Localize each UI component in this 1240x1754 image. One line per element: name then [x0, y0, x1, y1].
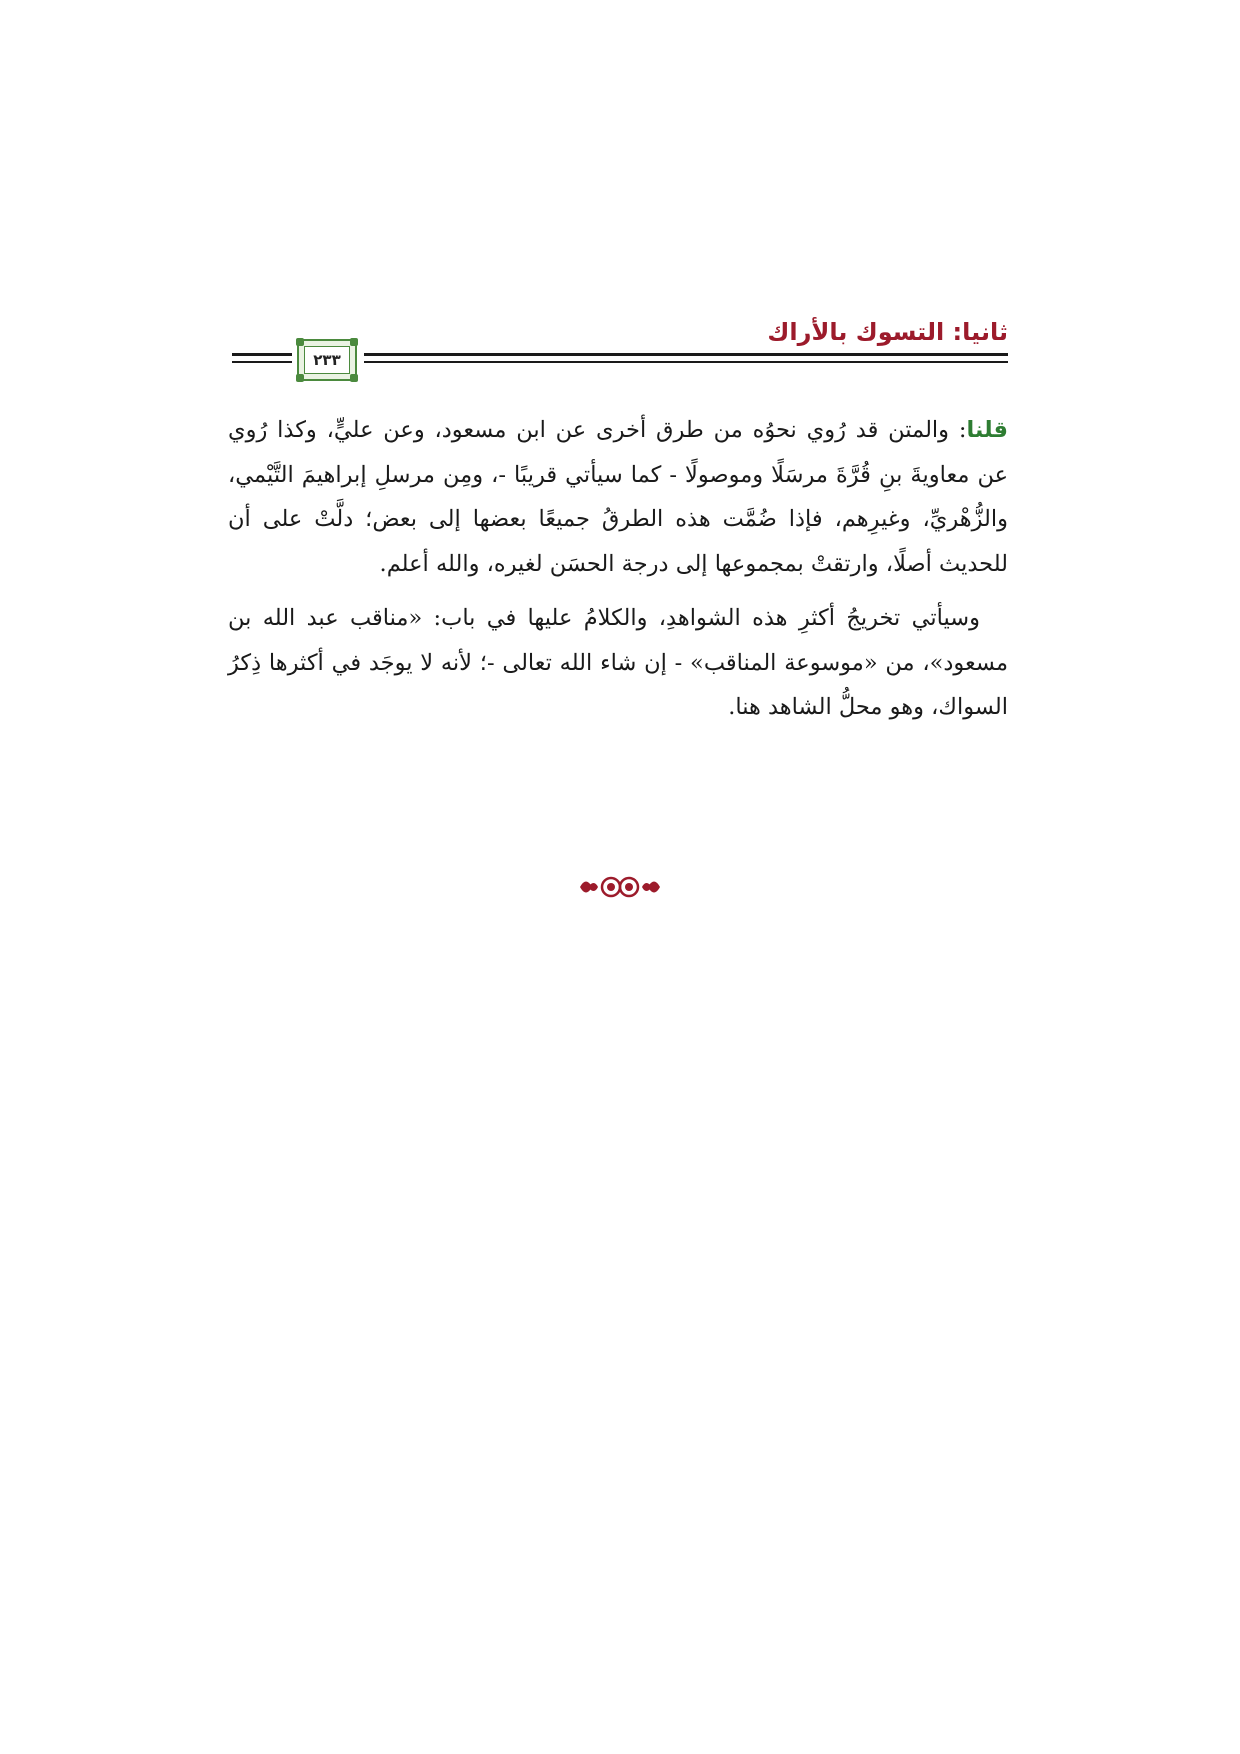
- page-number-badge: [297, 339, 357, 381]
- badge-corner-ornament: [350, 374, 358, 382]
- header-rule-left-bottom: [232, 361, 292, 363]
- floral-divider-icon: [576, 872, 664, 902]
- running-header-title: ثانيا: التسوك بالأراك: [767, 318, 1008, 346]
- header-rule-right-bottom: [364, 361, 1008, 363]
- main-text: [228, 408, 1008, 730]
- badge-corner-ornament: [350, 338, 358, 346]
- paragraph-1: [228, 408, 1008, 586]
- header-rule-left-top: [232, 353, 292, 356]
- paragraph-2: وسيأتي تخريجُ أكثرِ هذه الشواهدِ، والكلامُ عليها في باب: «مناقب عبد الله بن مسعود»، من «موسوعة المناقب» - إن شاء الله تعالى -؛ لأنه لا يوجَد في أكثرها ذِكرُ السواك، وهو محلُّ الشاهد هنا.: [228, 605, 1008, 720]
- paragraph-lead-word: قلنا: [966, 417, 1008, 443]
- page-number: ٢٣٣: [304, 346, 350, 374]
- badge-corner-ornament: [296, 374, 304, 382]
- header-rule-right-top: [364, 353, 1008, 356]
- badge-corner-ornament: [296, 338, 304, 346]
- paragraph-1-text: : والمتن قد رُوي نحوُه من طرق أخرى عن ابن مسعود، وعن عليٍّ، وكذا رُوي عن معاويةَ بنِ قُرَّةَ مرسَلًا وموصولًا - كما سيأتي قريبًا -، ومِن مرسلِ إبراهيمَ التَّيْمي، والزُّهْريِّ، وغيرِهم، فإذا ضُمَّت هذه الطرقُ جميعًا بعضها إلى بعض؛ دلَّتْ على أن للحديث أصلًا، وارتقتْ بمجموعها إلى درجة الحسَن لغيره، والله أعلم.: [228, 417, 1008, 577]
